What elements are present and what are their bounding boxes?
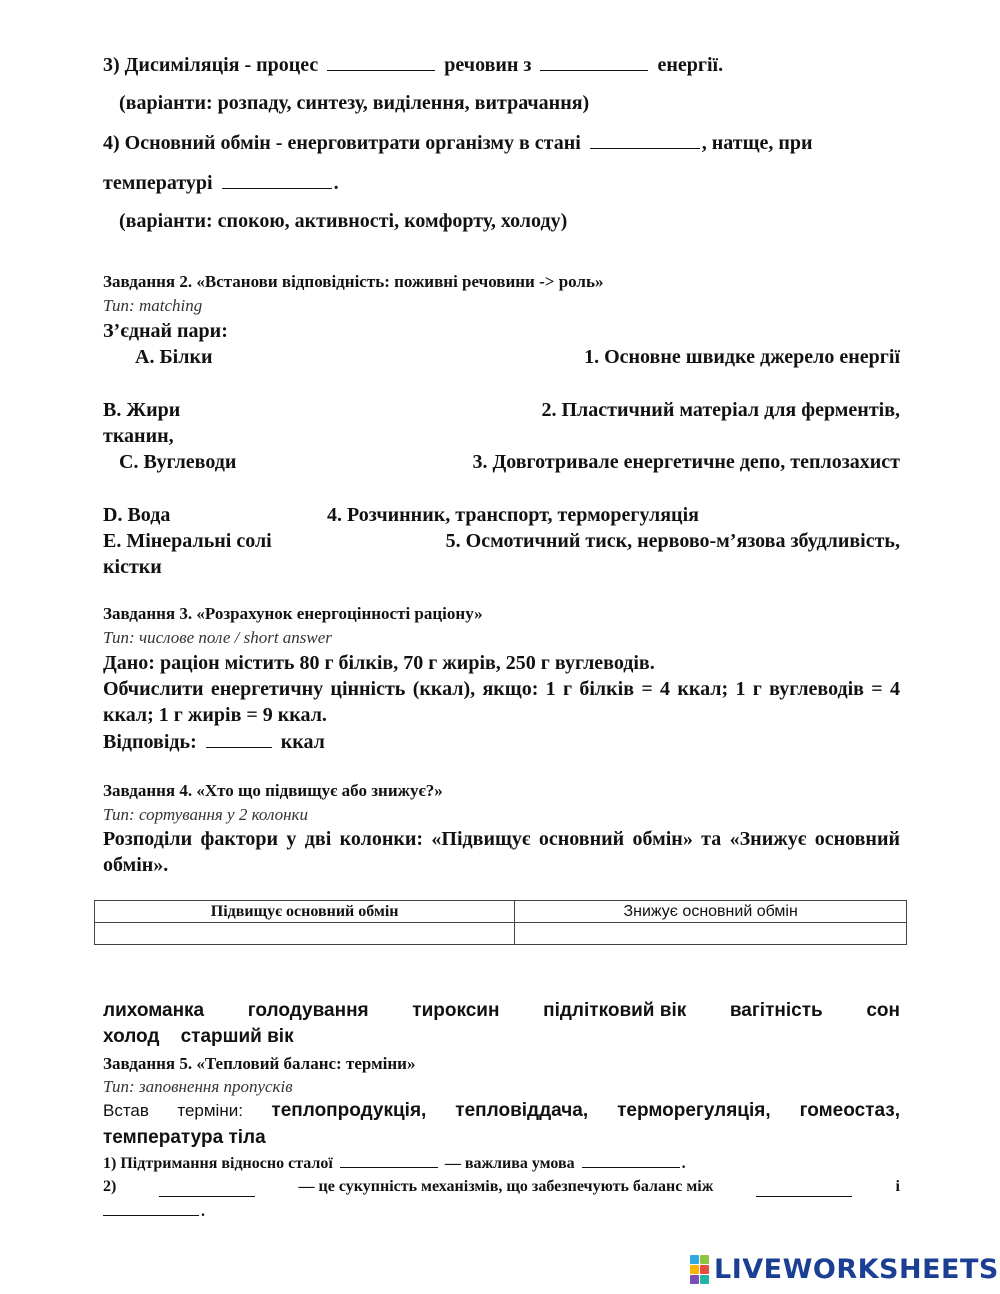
task5-sentence-2 (103, 1176, 900, 1197)
task3-compute: Обчислити енергетичну цінність (ккал), якщо: 1 г білків = 4 ккал; 1 г вуглеводів = 4 ккал; 1 г жирів = 9 ккал. (103, 678, 900, 726)
q3-options: (варіанти: розпаду, синтезу, виділення, витрачання) (119, 92, 590, 114)
task5-title: Завдання 5. «Тепловий баланс: терміни» (103, 1054, 416, 1073)
s2-text-c: і (895, 1178, 900, 1195)
task5-type: Тип: заповнення пропусків (103, 1077, 293, 1096)
s2-blank-1[interactable] (159, 1181, 255, 1197)
q4-sentence-line1 (103, 130, 813, 156)
word-thyroxine[interactable]: тироксин (412, 1000, 500, 1021)
pair-right-1[interactable]: 1. Основне швидке джерело енергії (584, 346, 900, 368)
task4-instruction: Розподіли фактори у дві колонки: «Підвищує основний обмін» та «Знижує основний обмін». (103, 828, 900, 876)
drop-zone-increase[interactable] (95, 923, 515, 945)
logo-mark-icon (690, 1255, 709, 1284)
task2-title: Завдання 2. «Встанови відповідність: поживні речовини -> роль» (103, 272, 604, 291)
pair-right-2[interactable]: 2. Пластичний матеріал для ферментів, (541, 399, 900, 421)
sortable-words-line2 (103, 1024, 900, 1050)
task2-instruction: З’єднай пари: (103, 320, 228, 342)
task4-type: Тип: сортування у 2 колонки (103, 805, 308, 824)
word-fever[interactable]: лихоманка (103, 1000, 205, 1021)
pair-left-e[interactable]: E. Мінеральні солі (103, 530, 272, 552)
q3-blank-2[interactable] (540, 52, 648, 71)
logo-tile (700, 1275, 709, 1284)
task5-terms-block (103, 1097, 900, 1151)
logo-tile (690, 1265, 699, 1274)
drop-zone-decrease[interactable] (515, 923, 907, 945)
pair-right-5-cont: кістки (103, 556, 162, 578)
q4-blank-1[interactable] (590, 130, 700, 149)
q3-blank-1[interactable] (327, 52, 435, 71)
pair-left-a[interactable]: A. Білки (135, 346, 213, 368)
insert-label: Встав терміни: (103, 1101, 243, 1120)
pair-left-d[interactable]: D. Вода (103, 504, 171, 526)
q3-text-a: 3) Дисиміляція - процес (103, 54, 319, 76)
s1-text-a: 1) Підтримання відносно сталої (103, 1155, 333, 1172)
q4-text-b: , натще, при (701, 132, 813, 154)
task3-given: Дано: раціон містить 80 г білків, 70 г жирів, 250 г вуглеводів. (103, 652, 655, 674)
terms-list: теплопродукція, тепловіддача, терморегуляція, гомеостаз, температура тіла (103, 1100, 901, 1148)
q4-blank-2[interactable] (222, 170, 332, 189)
q4-text-d: . (333, 172, 339, 194)
s1-blank-1[interactable] (340, 1152, 438, 1168)
sorting-table (94, 900, 907, 945)
q4-options: (варіанти: спокою, активності, комфорту, холоду) (119, 210, 568, 232)
task5-sentence-2-cont (103, 1200, 205, 1222)
s2-text-a: 2) (103, 1178, 117, 1195)
q4-text-c: температурі (103, 172, 213, 194)
liveworksheets-logo (690, 1252, 999, 1286)
pair-left-c[interactable]: C. Вуглеводи (119, 451, 237, 473)
col-header-increase: Підвищує основний обмін (95, 901, 515, 923)
logo-tile (690, 1255, 699, 1264)
pair-right-4[interactable]: 4. Розчинник, транспорт, терморегуляція (327, 504, 699, 526)
s1-text-b: — важлива умова (444, 1155, 575, 1172)
task3-title: Завдання 3. «Розрахунок енергоцінності раціону» (103, 604, 483, 623)
logo-tile (690, 1275, 699, 1284)
pair-right-3[interactable]: 3. Довготривале енергетичне депо, теплозахист (472, 451, 900, 473)
task3-answer-line (103, 729, 325, 755)
col-header-decrease: Знижує основний обмін (515, 901, 907, 923)
s2-text-d: . (201, 1203, 205, 1220)
pair-left-b[interactable]: B. Жири (103, 399, 181, 421)
q3-text-c: енергії. (657, 54, 724, 76)
s1-blank-2[interactable] (582, 1152, 680, 1168)
word-cold[interactable]: холод (103, 1026, 160, 1047)
logo-tile (700, 1265, 709, 1274)
word-pregnancy[interactable]: вагітність (729, 1000, 823, 1021)
s2-text-b: — це сукупність механізмів, що забезпечують баланс між (298, 1178, 714, 1195)
word-sleep[interactable]: сон (866, 1000, 900, 1021)
answer-unit: ккал (280, 731, 325, 753)
q3-text-b: речовин з (444, 54, 532, 76)
logo-tile (700, 1255, 709, 1264)
pair-right-2-cont: тканин, (103, 425, 174, 447)
pair-right-5[interactable]: 5. Осмотичний тиск, нервово-м’язова збудливість, (445, 530, 900, 552)
task5-sentence-1 (103, 1152, 686, 1174)
task4-title: Завдання 4. «Хто що підвищує або знижує?» (103, 781, 443, 800)
logo-text: LIVEWORKSHEETS (714, 1253, 999, 1285)
q3-sentence (103, 52, 723, 78)
answer-input[interactable] (206, 729, 272, 748)
s2-blank-3[interactable] (103, 1200, 199, 1216)
task3-type: Тип: числове поле / short answer (103, 628, 332, 647)
task2-type: Тип: matching (103, 296, 203, 315)
q4-sentence-line2 (103, 170, 339, 196)
sortable-words-line1 (103, 998, 900, 1024)
s1-text-c: . (681, 1155, 686, 1172)
q4-text-a: 4) Основний обмін - енерговитрати організму в стані (103, 132, 581, 154)
s2-blank-2[interactable] (756, 1181, 852, 1197)
word-starvation[interactable]: голодування (247, 1000, 369, 1021)
word-old-age[interactable]: старший вік (180, 1026, 294, 1047)
word-teen-age[interactable]: підлітковий вік (543, 1000, 687, 1021)
answer-label: Відповідь: (103, 731, 197, 753)
